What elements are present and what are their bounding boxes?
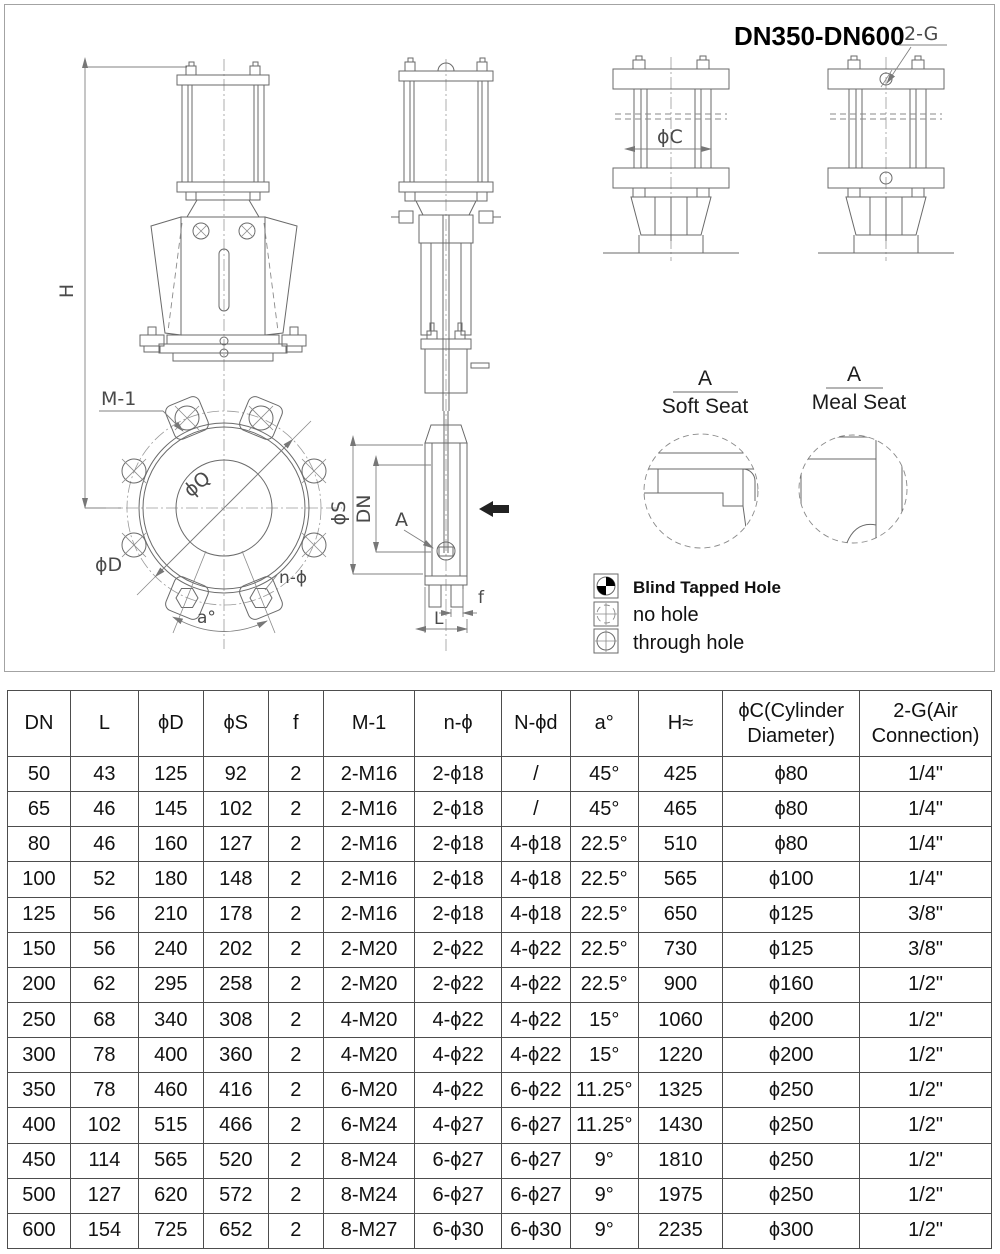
side-view (328, 58, 509, 653)
table-cell: 2-M16 (323, 792, 415, 827)
table-cell: 2 (268, 967, 323, 1002)
column-header: N-ϕd (501, 691, 570, 757)
drawing-title: DN350-DN600 (734, 21, 905, 51)
table-row (8, 897, 992, 932)
detail-soft-caption: Soft Seat (661, 395, 749, 418)
table-cell: 68 (70, 1002, 138, 1037)
table-cell: 240 (138, 932, 203, 967)
table-row (8, 827, 992, 862)
table-cell: 2 (268, 792, 323, 827)
table-row (8, 1038, 992, 1073)
table-cell: 425 (638, 757, 723, 792)
table-cell: 50 (8, 757, 71, 792)
table-cell: 350 (8, 1073, 71, 1108)
table-cell: 6-ϕ30 (415, 1213, 502, 1248)
table-row (8, 792, 992, 827)
detail-metal-caption: Meal Seat (811, 391, 907, 414)
dim-label-phi-d: ϕD (95, 554, 123, 576)
table-cell: 9° (570, 1178, 638, 1213)
table-cell: 8-M24 (323, 1143, 415, 1178)
table-cell: 114 (70, 1143, 138, 1178)
table-row (8, 1178, 992, 1213)
front-view (56, 59, 342, 649)
table-cell: 62 (70, 967, 138, 1002)
table-cell: 80 (8, 827, 71, 862)
table-cell: 652 (203, 1213, 268, 1248)
table-cell: 127 (70, 1178, 138, 1213)
table-cell: 45° (570, 792, 638, 827)
dim-label-h: H (56, 283, 78, 299)
table-cell: 4-M20 (323, 1038, 415, 1073)
table-cell: 2 (268, 1073, 323, 1108)
table-cell: 15° (570, 1038, 638, 1073)
table-cell: 2-ϕ18 (415, 862, 502, 897)
column-header: a° (570, 691, 638, 757)
table-cell: 466 (203, 1108, 268, 1143)
drawing-panel (4, 4, 995, 672)
table-row (8, 1073, 992, 1108)
table-cell: 360 (203, 1038, 268, 1073)
table-cell: 56 (70, 932, 138, 967)
callout-2g: 2-G (904, 23, 939, 45)
table-cell: 2 (268, 1178, 323, 1213)
table-cell: ϕ80 (723, 827, 860, 862)
table-cell: ϕ80 (723, 757, 860, 792)
dim-label-a-deg: a° (197, 608, 216, 628)
table-cell: 1/4" (860, 862, 992, 897)
dimension-table-header-row (8, 691, 992, 757)
table-cell: 15° (570, 1002, 638, 1037)
table-cell: 11.25° (570, 1073, 638, 1108)
table-cell: 92 (203, 757, 268, 792)
table-row (8, 757, 992, 792)
table-cell: 6-M24 (323, 1108, 415, 1143)
table-cell: 295 (138, 967, 203, 1002)
table-cell: 3/8" (860, 932, 992, 967)
table-cell: 2-ϕ22 (415, 967, 502, 1002)
table-cell: 6-ϕ27 (415, 1178, 502, 1213)
table-cell: 102 (70, 1108, 138, 1143)
table-cell: 160 (138, 827, 203, 862)
table-cell: 6-ϕ22 (501, 1073, 570, 1108)
table-cell: 2-M16 (323, 897, 415, 932)
table-cell: 9° (570, 1213, 638, 1248)
table-cell: 22.5° (570, 967, 638, 1002)
table-cell: 2 (268, 1002, 323, 1037)
table-cell: ϕ250 (723, 1143, 860, 1178)
column-header: DN (8, 691, 71, 757)
table-cell: 4-ϕ27 (415, 1108, 502, 1143)
table-cell: 2235 (638, 1213, 723, 1248)
table-cell: 102 (203, 792, 268, 827)
table-cell: 520 (203, 1143, 268, 1178)
table-cell: 125 (138, 757, 203, 792)
table-cell: 1/2" (860, 1038, 992, 1073)
callout-a-detail: A (395, 509, 408, 531)
legend-label-through-hole: through hole (633, 632, 745, 654)
table-cell: 4-ϕ18 (501, 862, 570, 897)
table-cell: 730 (638, 932, 723, 967)
dim-label-f: f (478, 588, 484, 608)
table-cell: 52 (70, 862, 138, 897)
table-cell: 8-M27 (323, 1213, 415, 1248)
table-cell: 400 (138, 1038, 203, 1073)
table-cell: 6-ϕ27 (415, 1143, 502, 1178)
table-cell: ϕ80 (723, 792, 860, 827)
table-cell: 125 (8, 897, 71, 932)
table-cell: 3/8" (860, 897, 992, 932)
table-row (8, 1108, 992, 1143)
table-cell: ϕ250 (723, 1108, 860, 1143)
table-cell: 2-ϕ18 (415, 897, 502, 932)
table-cell: 180 (138, 862, 203, 897)
table-cell: 200 (8, 967, 71, 1002)
table-cell: 1/2" (860, 967, 992, 1002)
table-cell: 210 (138, 897, 203, 932)
detail-metal-seat (799, 363, 907, 555)
table-cell: 400 (8, 1108, 71, 1143)
table-cell: 2 (268, 1213, 323, 1248)
table-cell: 1/2" (860, 1073, 992, 1108)
blind-tapped-hole-icon (594, 574, 618, 598)
table-cell: 308 (203, 1002, 268, 1037)
table-cell: 1810 (638, 1143, 723, 1178)
column-header: ϕC(Cylinder Diameter) (723, 691, 860, 757)
table-cell: 340 (138, 1002, 203, 1037)
table-cell: 6-ϕ27 (501, 1108, 570, 1143)
detail-soft-seat (644, 367, 784, 559)
table-cell: 572 (203, 1178, 268, 1213)
table-cell: 2 (268, 862, 323, 897)
table-row (8, 1213, 992, 1248)
table-cell: 620 (138, 1178, 203, 1213)
table-cell: 4-ϕ18 (501, 897, 570, 932)
dim-label-phi-s: ϕS (328, 500, 350, 526)
table-cell: ϕ125 (723, 932, 860, 967)
table-cell: 4-ϕ18 (501, 827, 570, 862)
table-cell: 22.5° (570, 862, 638, 897)
table-cell: 4-M20 (323, 1002, 415, 1037)
table-cell: 11.25° (570, 1108, 638, 1143)
table-cell: 725 (138, 1213, 203, 1248)
table-cell: / (501, 792, 570, 827)
table-cell: 78 (70, 1073, 138, 1108)
table-cell: ϕ250 (723, 1178, 860, 1213)
hole-legend (594, 574, 781, 654)
table-cell: 2-ϕ22 (415, 932, 502, 967)
table-cell: 2-M20 (323, 967, 415, 1002)
table-cell: ϕ200 (723, 1038, 860, 1073)
table-cell: 4-ϕ22 (415, 1038, 502, 1073)
table-cell: 6-ϕ30 (501, 1213, 570, 1248)
table-cell: 100 (8, 862, 71, 897)
table-cell: 2 (268, 1143, 323, 1178)
table-cell: 2-ϕ18 (415, 792, 502, 827)
table-cell: 2 (268, 757, 323, 792)
table-cell: 1/4" (860, 757, 992, 792)
table-cell: 900 (638, 967, 723, 1002)
table-cell: 4-ϕ22 (501, 967, 570, 1002)
table-cell: 4-ϕ22 (501, 1038, 570, 1073)
table-cell: 6-ϕ27 (501, 1178, 570, 1213)
table-cell: 2-M16 (323, 862, 415, 897)
dimension-table-body (8, 757, 992, 1249)
column-header: L (70, 691, 138, 757)
table-cell: ϕ125 (723, 897, 860, 932)
table-cell: 43 (70, 757, 138, 792)
table-cell: 8-M24 (323, 1178, 415, 1213)
table-cell: 45° (570, 757, 638, 792)
table-cell: 2 (268, 897, 323, 932)
table-cell: 1430 (638, 1108, 723, 1143)
table-cell: 6-ϕ27 (501, 1143, 570, 1178)
table-cell: 250 (8, 1002, 71, 1037)
table-cell: 600 (8, 1213, 71, 1248)
dim-label-dn: DN (353, 494, 375, 524)
table-cell: 258 (203, 967, 268, 1002)
table-cell: 650 (638, 897, 723, 932)
table-cell: 154 (70, 1213, 138, 1248)
table-cell: ϕ160 (723, 967, 860, 1002)
dimension-table (7, 690, 992, 1249)
table-cell: 2 (268, 1108, 323, 1143)
legend-label-no-hole: no hole (633, 604, 699, 626)
table-row (8, 1002, 992, 1037)
table-cell: 145 (138, 792, 203, 827)
table-cell: 202 (203, 932, 268, 967)
table-row (8, 862, 992, 897)
table-cell: 2-ϕ18 (415, 757, 502, 792)
table-cell: 78 (70, 1038, 138, 1073)
detail-metal-tag: A (846, 363, 862, 386)
table-cell: 416 (203, 1073, 268, 1108)
table-cell: ϕ200 (723, 1002, 860, 1037)
table-cell: 515 (138, 1108, 203, 1143)
table-cell: 2-ϕ18 (415, 827, 502, 862)
table-row (8, 967, 992, 1002)
table-cell: 46 (70, 792, 138, 827)
table-cell: 22.5° (570, 827, 638, 862)
callout-m1: M-1 (101, 388, 137, 410)
table-cell: 2-M16 (323, 757, 415, 792)
table-cell: 2-M20 (323, 932, 415, 967)
column-header: H≈ (638, 691, 723, 757)
table-cell: 22.5° (570, 897, 638, 932)
table-cell: 4-ϕ22 (415, 1073, 502, 1108)
table-cell: 500 (8, 1178, 71, 1213)
table-cell: 178 (203, 897, 268, 932)
table-cell: 46 (70, 827, 138, 862)
dimension-table-grid (7, 690, 992, 1249)
table-cell: 1325 (638, 1073, 723, 1108)
table-cell: 2 (268, 1038, 323, 1073)
table-cell: 450 (8, 1143, 71, 1178)
table-cell: ϕ250 (723, 1073, 860, 1108)
table-cell: ϕ100 (723, 862, 860, 897)
table-cell: 1220 (638, 1038, 723, 1073)
table-cell: 1/4" (860, 792, 992, 827)
column-header: n-ϕ (415, 691, 502, 757)
table-cell: 465 (638, 792, 723, 827)
column-header: ϕS (203, 691, 268, 757)
column-header: ϕD (138, 691, 203, 757)
table-cell: 6-M20 (323, 1073, 415, 1108)
table-cell: 460 (138, 1073, 203, 1108)
legend-label-blind-tapped: Blind Tapped Hole (633, 578, 781, 597)
table-cell: 4-ϕ22 (501, 932, 570, 967)
table-cell: 1/2" (860, 1108, 992, 1143)
callout-n-phi: n-ϕ (279, 568, 308, 588)
actuator-view-air-connection (818, 23, 954, 261)
table-cell: 1/4" (860, 827, 992, 862)
table-cell: 22.5° (570, 932, 638, 967)
table-cell: 300 (8, 1038, 71, 1073)
table-cell: 150 (8, 932, 71, 967)
table-cell: 1975 (638, 1178, 723, 1213)
table-cell: 1/2" (860, 1213, 992, 1248)
table-cell: 565 (638, 862, 723, 897)
table-cell: 510 (638, 827, 723, 862)
table-cell: ϕ300 (723, 1213, 860, 1248)
table-cell: 565 (138, 1143, 203, 1178)
table-cell: 1/2" (860, 1178, 992, 1213)
table-cell: 1/2" (860, 1002, 992, 1037)
table-cell: 4-ϕ22 (415, 1002, 502, 1037)
dim-label-phi-q: ϕQ (179, 467, 215, 502)
table-cell: 2 (268, 932, 323, 967)
table-cell: 148 (203, 862, 268, 897)
table-cell: 2 (268, 827, 323, 862)
column-header: 2-G(Air Connection) (860, 691, 992, 757)
table-cell: 2-M16 (323, 827, 415, 862)
table-row (8, 1143, 992, 1178)
table-cell: 65 (8, 792, 71, 827)
actuator-view-cylinder (603, 56, 739, 261)
table-cell: 56 (70, 897, 138, 932)
detail-soft-tag: A (697, 367, 713, 390)
no-hole-icon (594, 602, 618, 626)
table-cell: 9° (570, 1143, 638, 1178)
valve-technical-drawing (5, 5, 994, 671)
dim-label-l: L (434, 609, 444, 629)
table-cell: 1060 (638, 1002, 723, 1037)
through-hole-icon (594, 629, 618, 653)
table-cell: 1/2" (860, 1143, 992, 1178)
table-cell: 4-ϕ22 (501, 1002, 570, 1037)
column-header: M-1 (323, 691, 415, 757)
dim-label-phi-c: ϕC (657, 126, 683, 148)
table-cell: 127 (203, 827, 268, 862)
table-cell: / (501, 757, 570, 792)
column-header: f (268, 691, 323, 757)
table-row (8, 932, 992, 967)
